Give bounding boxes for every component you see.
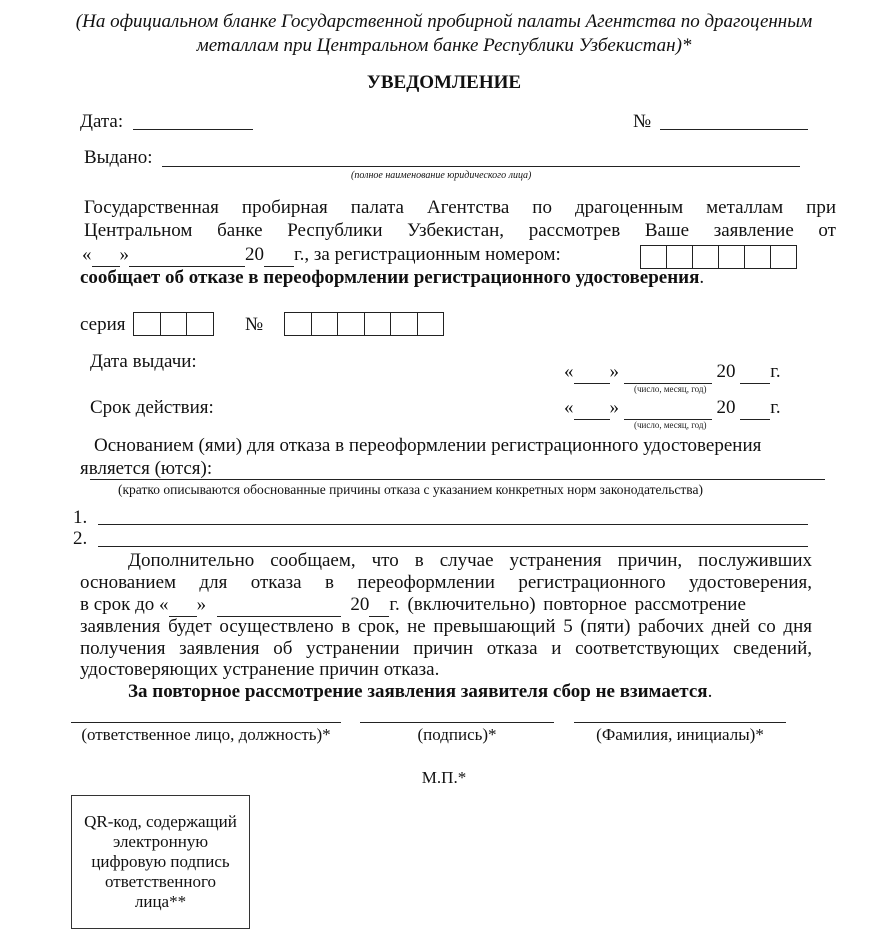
reason-2-field[interactable] <box>98 546 808 547</box>
document-title: УВЕДОМЛЕНИЕ <box>366 72 522 93</box>
qr-code-placeholder <box>71 795 250 929</box>
reasons-summary-field[interactable] <box>90 479 825 480</box>
certificate-number-cell[interactable] <box>418 313 444 335</box>
registration-number-cell[interactable] <box>693 246 719 268</box>
deadline-year-field[interactable] <box>369 594 389 617</box>
registration-number-cell[interactable] <box>745 246 771 268</box>
position-caption: (ответственное лицо, должность)* <box>81 725 331 744</box>
series-label: серия <box>80 314 126 335</box>
validity-day-field[interactable] <box>574 397 610 420</box>
certificate-number-cell[interactable] <box>285 313 312 335</box>
certificate-number-label: № <box>245 314 264 335</box>
reasons-intro-line2: является (ются): <box>80 458 213 479</box>
body-line-1: Государственная пробирная палата Агентства по драгоценным металлам при <box>84 197 836 218</box>
issue-date-caption: (число, месяц, год) <box>634 384 707 394</box>
deadline-suffix: г. (включительно) повторное рассмотрение <box>389 594 746 615</box>
series-cell[interactable] <box>134 313 161 335</box>
series-boxes[interactable] <box>133 312 214 336</box>
close-quote: » <box>609 361 619 382</box>
year-suffix: г. <box>770 361 781 382</box>
additional-line-1: Дополнительно сообщаем, что в случае устранения причин, послуживших <box>128 550 812 571</box>
certificate-number-cell[interactable] <box>338 313 365 335</box>
open-quote: « <box>82 244 92 265</box>
year-suffix: г. <box>770 397 781 418</box>
year-prefix: 20 <box>716 361 736 382</box>
reason-1-field[interactable] <box>98 524 808 525</box>
validity-date-row <box>564 397 781 420</box>
number-label: № <box>633 111 652 132</box>
deadline-month-field[interactable] <box>217 594 341 617</box>
deadline-prefix: в срок до « <box>80 594 169 615</box>
issued-caption: (полное наименование юридического лица) <box>351 170 532 181</box>
validity-label: Срок действия: <box>90 397 214 418</box>
close-quote: » <box>609 397 619 418</box>
validity-year-field[interactable] <box>740 397 770 420</box>
registration-number-cell[interactable] <box>667 246 693 268</box>
registration-number-cell[interactable] <box>641 246 667 268</box>
additional-line-3 <box>80 594 746 617</box>
date-label: Дата: <box>80 111 124 132</box>
close-quote: » <box>196 594 207 615</box>
signature-caption: (подпись)* <box>417 725 497 744</box>
certificate-number-boxes[interactable] <box>284 312 444 336</box>
fee-bold-text: За повторное рассмотрение заявления заявителя сбор не взимается <box>128 681 708 702</box>
date-field[interactable] <box>133 129 253 130</box>
issued-label: Выдано: <box>84 147 153 168</box>
deadline-day-field[interactable] <box>169 594 197 617</box>
reg-number-text: г., за регистрационным номером: <box>294 244 561 265</box>
body-line-2: Центральном банке Республики Узбекистан, рассмотрев Ваше заявление от <box>84 220 836 241</box>
issued-to-field[interactable] <box>162 166 800 167</box>
name-signature-line[interactable] <box>574 722 786 723</box>
close-quote: » <box>119 244 129 265</box>
name-caption: (Фамилия, инициалы)* <box>596 725 764 744</box>
refusal-statement <box>80 267 704 289</box>
issue-day-field[interactable] <box>574 361 610 384</box>
registration-number-cell[interactable] <box>771 246 796 268</box>
position-signature-line[interactable] <box>71 722 341 723</box>
reasons-caption: (кратко описываются обоснованные причины отказа с указанием конкретных норм законодательства) <box>118 482 703 497</box>
year-prefix: 20 <box>245 244 264 265</box>
number-field[interactable] <box>660 129 808 130</box>
signature-line[interactable] <box>360 722 554 723</box>
year-prefix: 20 <box>716 397 736 418</box>
letterhead-note-line1: (На официальном бланке Государственной пробирной палаты Агентства по драгоценным <box>75 11 813 32</box>
validity-date-caption: (число, месяц, год) <box>634 420 707 430</box>
additional-line-6: удостоверяющих устранение причин отказа. <box>80 659 440 680</box>
application-year-field[interactable] <box>264 244 294 267</box>
additional-line-5: получения заявления об устранении причин отказа и соответствующих сведений, <box>80 638 812 659</box>
application-day-field[interactable] <box>92 244 120 267</box>
open-quote: « <box>564 397 574 418</box>
fee-statement <box>128 681 712 703</box>
issue-date-row <box>564 361 781 384</box>
year-prefix: 20 <box>350 594 370 615</box>
certificate-number-cell[interactable] <box>391 313 418 335</box>
registration-number-boxes[interactable] <box>640 245 797 269</box>
certificate-number-cell[interactable] <box>312 313 339 335</box>
additional-line-2: основанием для отказа в переоформлении регистрационного удостоверения, <box>80 572 812 593</box>
qr-code-text: QR-код, содержащий электронную цифровую подпись ответственного лица** <box>84 812 237 911</box>
additional-line-4: заявления будет осуществлено в срок, не превышающий 5 (пяти) рабочих дней со дня <box>80 616 812 637</box>
registration-number-cell[interactable] <box>719 246 745 268</box>
series-cell[interactable] <box>187 313 213 335</box>
issue-month-field[interactable] <box>624 361 712 384</box>
letterhead-note-line2: металлам при Центральном банке Республики Узбекистан)* <box>196 35 692 56</box>
validity-month-field[interactable] <box>624 397 712 420</box>
issue-year-field[interactable] <box>740 361 770 384</box>
issue-date-label: Дата выдачи: <box>90 351 197 372</box>
reasons-intro-line1: Основанием (ями) для отказа в переоформлении регистрационного удостоверения <box>94 435 762 456</box>
certificate-number-cell[interactable] <box>365 313 392 335</box>
reason-1-number: 1. <box>73 507 88 528</box>
refusal-bold-text: сообщает об отказе в переоформлении регистрационного удостоверения <box>80 267 700 288</box>
fee-period: . <box>707 681 713 702</box>
body-line-3 <box>82 244 561 267</box>
reason-2-number: 2. <box>73 528 88 549</box>
series-cell[interactable] <box>161 313 188 335</box>
application-month-field[interactable] <box>129 244 245 267</box>
open-quote: « <box>564 361 574 382</box>
stamp-placeholder: М.П.* <box>421 768 467 787</box>
refusal-period: . <box>699 267 705 288</box>
